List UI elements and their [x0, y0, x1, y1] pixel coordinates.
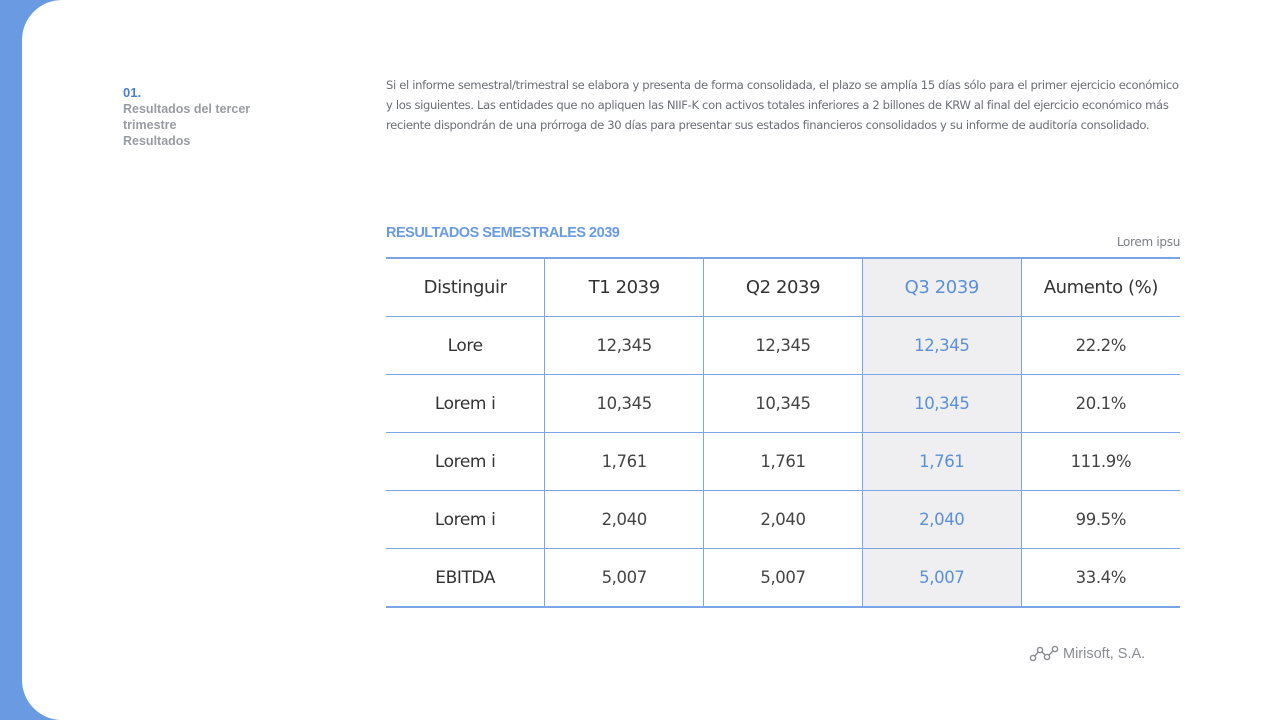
section-label: [123, 85, 293, 149]
table-row: [386, 433, 1180, 491]
table-row: [386, 317, 1180, 375]
cell-q3: 10,345: [862, 375, 1021, 433]
cell-q2: 5,007: [704, 549, 863, 608]
table-header-row: [386, 258, 1180, 317]
results-table: [386, 257, 1180, 608]
cell-aumento: 22.2%: [1021, 317, 1180, 375]
cell-aumento: 33.4%: [1021, 549, 1180, 608]
header-aumento: Aumento (%): [1021, 258, 1180, 317]
cell-q2: 2,040: [704, 491, 863, 549]
section-title-line2: trimestre: [123, 118, 177, 132]
section-number: 01.: [123, 85, 142, 100]
section-title-line3: Resultados: [123, 134, 191, 148]
cell-q3: 5,007: [862, 549, 1021, 608]
cell-q2: 1,761: [704, 433, 863, 491]
header-q2: Q2 2039: [704, 258, 863, 317]
row-label: Lorem i: [386, 433, 545, 491]
row-label: Lorem i: [386, 491, 545, 549]
table-row: [386, 491, 1180, 549]
cell-aumento: 20.1%: [1021, 375, 1180, 433]
cell-t1: 1,761: [545, 433, 704, 491]
table-title: RESULTADOS SEMESTRALES 2039: [386, 225, 620, 241]
slide-page: [22, 0, 1280, 720]
cell-t1: 5,007: [545, 549, 704, 608]
cell-aumento: 111.9%: [1021, 433, 1180, 491]
line-chart-nodes-icon: [1029, 645, 1059, 663]
row-label: Lorem i: [386, 375, 545, 433]
table-unit-label: Lorem ipsu: [1116, 235, 1180, 249]
cell-t1: 2,040: [545, 491, 704, 549]
cell-q3: 12,345: [862, 317, 1021, 375]
section-title-line1: Resultados del tercer: [123, 102, 251, 116]
cell-t1: 12,345: [545, 317, 704, 375]
table-row: [386, 549, 1180, 608]
header-q3: Q3 2039: [862, 258, 1021, 317]
intro-paragraph: Si el informe semestral/trimestral se elabora y presenta de forma consolidada, el plazo se amplía 15 días sólo para el primer ejercicio económico y los siguientes. Las entidades que no apliquen las NIIF-K con activos totales inferiores a 2 billones de KRW al final del ejercicio económico más reciente dispondrán de una prórroga de 30 días para presentar sus estados financieros consolidados y su informe de auditoría consolidado.: [386, 78, 1179, 132]
row-label: EBITDA: [386, 549, 545, 608]
header-t1: T1 2039: [545, 258, 704, 317]
row-label: Lore: [386, 317, 545, 375]
cell-t1: 10,345: [545, 375, 704, 433]
header-distinguir: Distinguir: [386, 258, 545, 317]
cell-q2: 10,345: [704, 375, 863, 433]
cell-aumento: 99.5%: [1021, 491, 1180, 549]
company-footer: [1029, 645, 1145, 663]
cell-q3: 1,761: [862, 433, 1021, 491]
company-name: Mirisoft, S.A.: [1063, 646, 1146, 662]
table-row: [386, 375, 1180, 433]
cell-q2: 12,345: [704, 317, 863, 375]
cell-q3: 2,040: [862, 491, 1021, 549]
